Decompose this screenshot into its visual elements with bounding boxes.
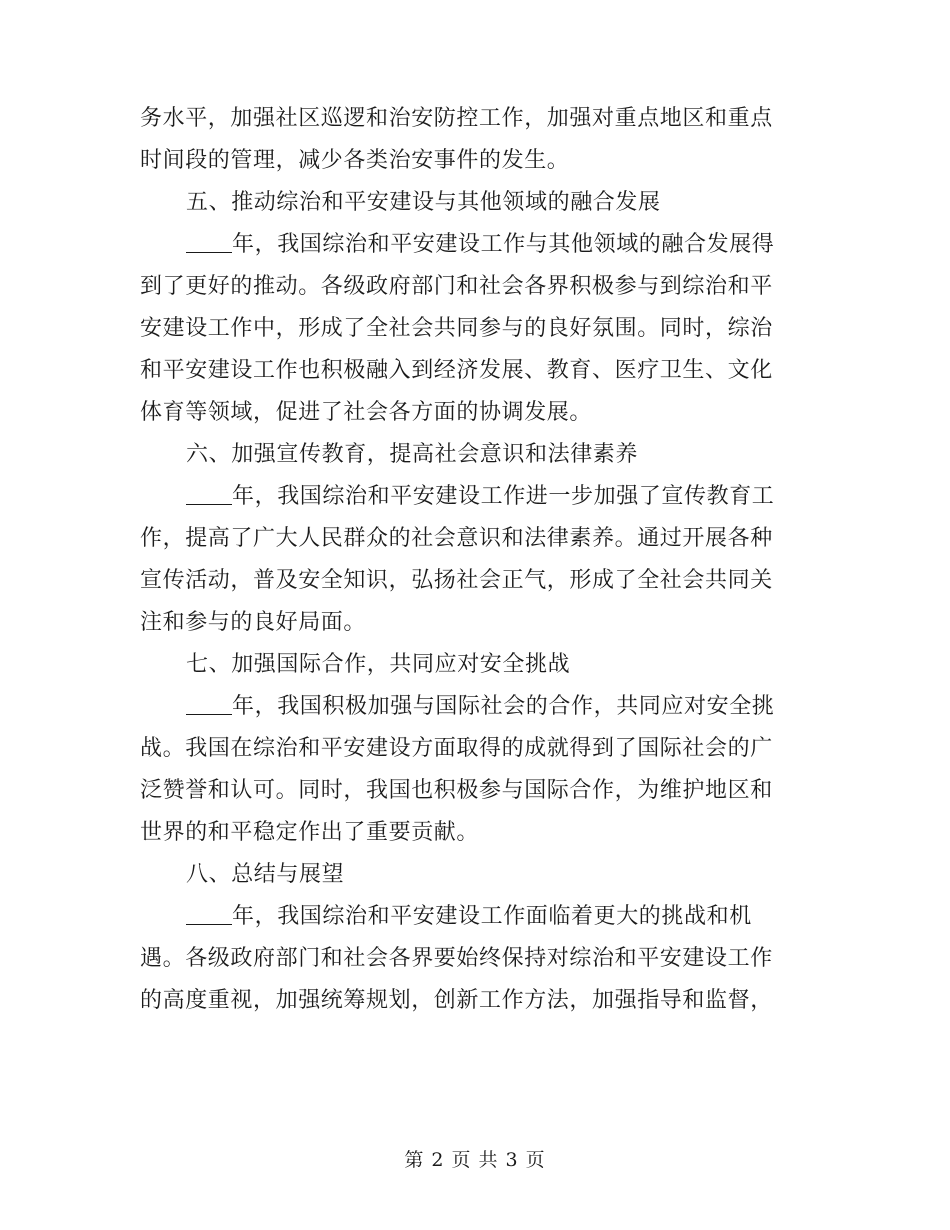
paragraph-line [140,224,795,266]
section-heading: 七、加强国际合作，共同应对安全挑战 [186,652,571,677]
paragraph-line: 作，提高了广大人民群众的社会意识和法律素养。通过开展各种 [140,526,773,551]
paragraph-line-text: 年，我国积极加强与国际社会的合作，共同应对安全挑 [232,694,775,719]
paragraph-line: 务水平，加强社区巡逻和治安防控工作，加强对重点地区和重点 [140,106,773,131]
paragraph-line: 宣传活动，普及安全知识，弘扬社会正气，形成了全社会共同关 [140,568,773,593]
document-body [140,98,795,1022]
year-blank [186,692,232,715]
paragraph-line: 体育等领域，促进了社会各方面的协调发展。 [140,400,593,425]
paragraph-line: 遇。各级政府部门和社会各界要始终保持对综治和平安建设工作 [140,946,773,971]
paragraph-line: 到了更好的推动。各级政府部门和社会各界积极参与到综治和平 [140,274,773,299]
paragraph-line-text: 年，我国综治和平安建设工作与其他领域的融合发展得 [232,232,775,257]
paragraph-line: 的高度重视，加强统筹规划，创新工作方法，加强指导和监督， [140,988,773,1013]
paragraph-line: 泛赞誉和认可。同时，我国也积极参与国际合作，为维护地区和 [140,778,773,803]
paragraph-line-text: 年，我国综治和平安建设工作面临着更大的挑战和机 [232,904,752,929]
paragraph-line: 和平安建设工作也积极融入到经济发展、教育、医疗卫生、文化 [140,358,773,383]
paragraph-line: 战。我国在综治和平安建设方面取得的成就得到了国际社会的广 [140,736,773,761]
page-number-footer: 第 2 页 共 3 页 [404,1149,546,1171]
paragraph-line: 安建设工作中，形成了全社会共同参与的良好氛围。同时，综治 [140,316,773,341]
year-blank [186,482,232,505]
year-blank [186,902,232,925]
paragraph-line [140,476,795,518]
section-heading: 六、加强宣传教育，提高社会意识和法律素养 [186,442,639,467]
paragraph-line [140,896,795,938]
paragraph-line: 注和参与的良好局面。 [140,610,367,635]
section-heading: 八、总结与展望 [186,862,345,887]
year-blank [186,230,232,253]
paragraph-line: 世界的和平稳定作出了重要贡献。 [140,820,480,845]
section-heading: 五、推动综治和平安建设与其他领域的融合发展 [186,190,661,215]
paragraph-line: 时间段的管理，减少各类治安事件的发生。 [140,148,570,173]
paragraph-line-text: 年，我国综治和平安建设工作进一步加强了宣传教育工 [232,484,775,509]
paragraph-line [140,686,795,728]
